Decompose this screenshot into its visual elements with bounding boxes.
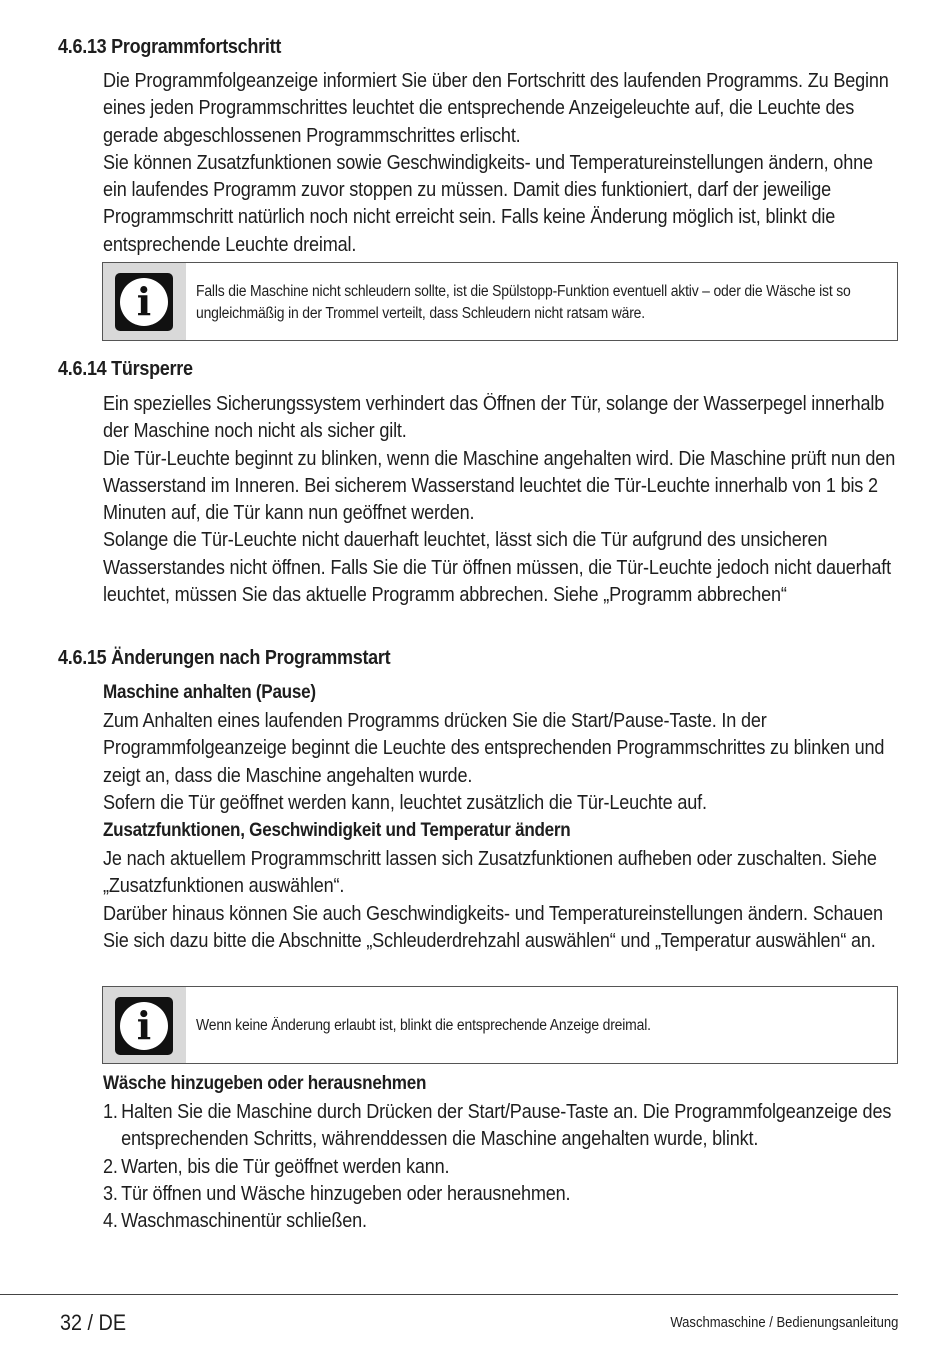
footer-divider: [0, 1294, 898, 1295]
step-number: 2.: [103, 1155, 118, 1178]
step-number: 4.: [103, 1210, 118, 1233]
paragraph: Sofern die Tür geöffnet werden kann, leuchtet zusätzlich die Tür-Leuchte auf.: [103, 791, 707, 814]
subheading-maschine-anhalten: Maschine anhalten (Pause): [103, 682, 316, 703]
list-item: [103, 1099, 899, 1154]
subsection-body-maschine-anhalten: [103, 708, 899, 817]
info-note-text: Wenn keine Änderung erlaubt ist, blinkt die entsprechende Anzeige dreimal.: [196, 1017, 651, 1034]
step-number: 3.: [103, 1182, 118, 1205]
step-text: Waschmaschinentür schließen.: [121, 1210, 367, 1233]
info-icon-panel: [103, 987, 186, 1063]
list-item: [103, 1154, 899, 1181]
section-heading-programmfortschritt: 4.6.13 Programmfortschritt: [58, 36, 282, 58]
list-item: [103, 1208, 899, 1235]
subheading-zusatzfunktionen: Zusatzfunktionen, Geschwindigkeit und Temperatur ändern: [103, 820, 571, 841]
paragraph: Die Programmfolgeanzeige informiert Sie über den Fortschritt des laufenden Programms. Zu Beginn eines jeden Programmschrittes leuchtet die entsprechende Anzeigeleuchte auf, die Leuchte des gerade abgeschlossenen Programmschrittes erlischt.: [103, 70, 889, 147]
info-icon: i: [115, 273, 173, 331]
info-icon: i: [115, 997, 173, 1055]
step-number: 1.: [103, 1101, 118, 1123]
section-heading-tuersperre: 4.6.14 Türsperre: [58, 358, 193, 380]
paragraph: Darüber hinaus können Sie auch Geschwindigkeits- und Temperatureinstellungen ändern. Schauen Sie sich dazu bitte die Abschnitte „Schleuderdrehzahl auswählen“ und „Temperatur auswählen“ an.: [103, 902, 883, 952]
info-note-box: [102, 262, 898, 341]
document-title: Waschmaschine / Bedienungsanleitung: [669, 1315, 898, 1331]
info-note-text: Falls die Maschine nicht schleudern sollte, ist die Spülstopp-Funktion eventuell aktiv – oder die Wäsche ist so ungleichmäßig in der Trommel verteilt, dass Schleudern nicht ratsam wäre.: [196, 283, 851, 322]
page-number: 32 / DE: [60, 1310, 127, 1335]
section-heading-aenderungen: 4.6.15 Änderungen nach Programmstart: [58, 647, 391, 669]
paragraph: Zum Anhalten eines laufenden Programms drücken Sie die Start/Pause-Taste. In der Programmfolgeanzeige beginnt die Leuchte des entsprechenden Programmschrittes zu blinken und zeigt an, dass die Maschine angehalten wurde.: [103, 710, 885, 787]
step-text: Halten Sie die Maschine durch Drücken der Start/Pause-Taste an. Die Programmfolgeanzeige des entsprechenden Schritts, währenddessen die Maschine angehalten wurde, blinkt.: [121, 1101, 892, 1151]
section-body-programmfortschritt: [103, 68, 899, 259]
paragraph: Je nach aktuellem Programmschritt lassen sich Zusatzfunktionen aufheben oder zuschalten. Siehe „Zusatzfunktionen auswählen“.: [103, 848, 877, 898]
info-note-box: [102, 986, 898, 1064]
paragraph: Sie können Zusatzfunktionen sowie Geschwindigkeits- und Temperatureinstellungen ändern, ohne ein laufendes Programm zuvor stoppen zu müssen. Damit dies funktioniert, darf der jeweilige Programmschritt natürlich noch nicht erreicht sein. Falls keine Änderung möglich ist, blinkt die entsprechende Leuchte dreimal.: [103, 151, 873, 256]
steps-list: [103, 1099, 899, 1235]
paragraph: Solange die Tür-Leuchte nicht dauerhaft leuchtet, lässt sich die Tür aufgrund des unsicheren Wasserstandes nicht öffnen. Falls Sie die Tür öffnen müssen, die Tür-Leuchte jedoch nicht dauerhaft leuchtet, müssen Sie das aktuelle Programm abbrechen. Siehe „Programm abbrechen“: [103, 529, 892, 607]
step-text: Warten, bis die Tür geöffnet werden kann.: [121, 1155, 450, 1178]
list-item: [103, 1181, 899, 1208]
paragraph: Ein spezielles Sicherungssystem verhindert das Öffnen der Tür, solange der Wasserpegel innerhalb der Maschine noch nicht als sicher gilt.: [103, 393, 885, 443]
info-icon-panel: [103, 263, 186, 340]
subheading-waesche-hinzugeben: Wäsche hinzugeben oder herausnehmen: [103, 1073, 427, 1094]
subsection-body-zusatzfunktionen: [103, 846, 899, 955]
paragraph: Die Tür-Leuchte beginnt zu blinken, wenn die Maschine angehalten wird. Die Maschine prüft nun den Wasserstand im Inneren. Bei sicherem Wasserstand leuchtet die Tür-Leuchte innerhalb von 1 bis 2 Minuten auf, die Tür kann nun geöffnet werden.: [103, 447, 896, 525]
section-body-tuersperre: [103, 391, 899, 609]
step-text: Tür öffnen und Wäsche hinzugeben oder herausnehmen.: [121, 1182, 571, 1205]
